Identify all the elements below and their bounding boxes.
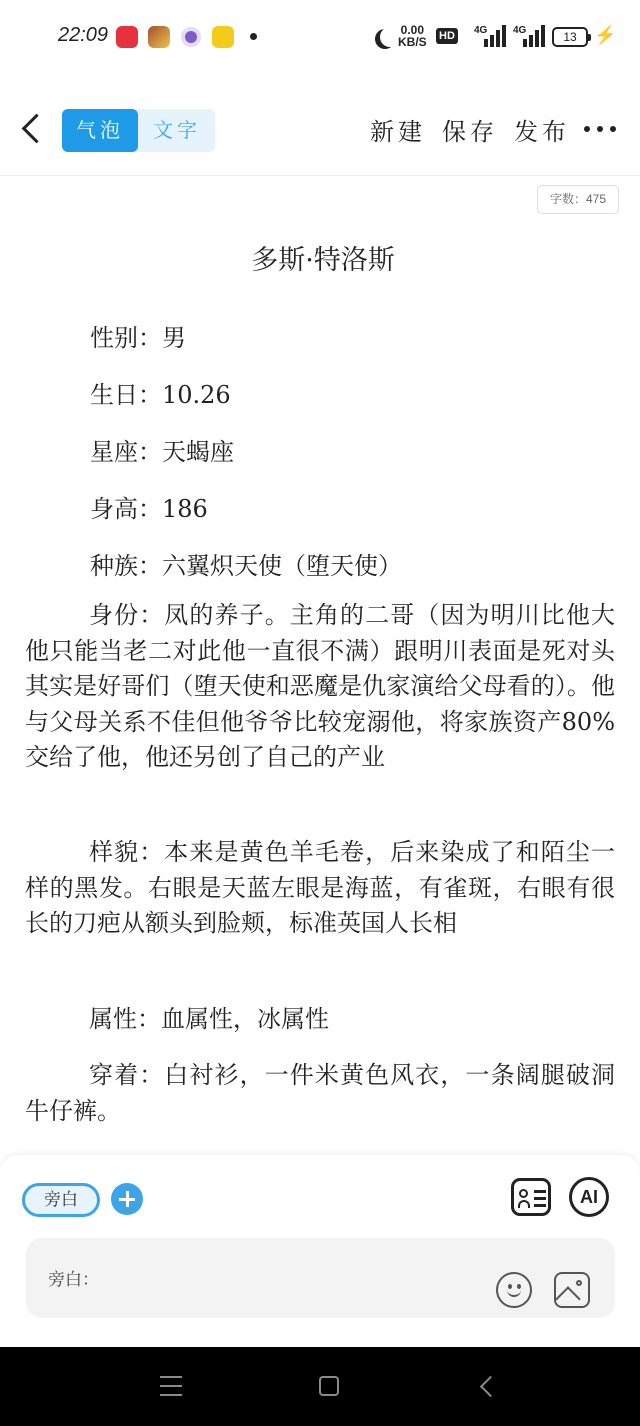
image-icon[interactable] [554, 1272, 590, 1308]
add-icon[interactable] [111, 1183, 143, 1215]
mode-switch [62, 109, 215, 152]
character-card-icon[interactable] [511, 1178, 551, 1216]
document-title[interactable]: 多斯·特洛斯 [251, 245, 395, 276]
signal-icon [513, 25, 543, 47]
ai-icon[interactable]: AI [569, 1177, 609, 1217]
more-icon[interactable] [584, 126, 616, 134]
paragraph-attributes[interactable]: 属性：血属性，冰属性 [89, 1005, 329, 1033]
do-not-disturb-icon [380, 27, 400, 47]
save-button[interactable]: 保存 [442, 118, 498, 146]
network-speed-value: 0.00 [400, 23, 425, 37]
signal-label: 4G [513, 25, 527, 36]
new-button[interactable]: 新建 [370, 118, 426, 146]
field-race[interactable]: 种族：六翼炽天使（堕天使） [90, 552, 402, 580]
emoji-icon[interactable] [496, 1272, 532, 1308]
field-height[interactable]: 身高：186 [90, 495, 208, 523]
field-gender[interactable]: 性别：男 [90, 324, 186, 352]
battery-icon: 13 [552, 27, 588, 47]
status-bar [0, 0, 640, 72]
input-role-label: 旁白： [48, 1270, 99, 1290]
tab-text[interactable]: 文字 [153, 118, 201, 142]
signal-icon [474, 25, 504, 47]
system-nav-bar [0, 1347, 640, 1426]
paragraph-clothing[interactable]: 穿着：白衬衫，一件米黄色风衣，一条阔腿破洞牛仔裤。 [25, 1061, 615, 1125]
status-time: 22:09 [58, 24, 109, 46]
word-count-badge: 字数：475 [537, 185, 619, 214]
tab-bubble[interactable]: 气泡 [62, 109, 138, 152]
game-app-icon [148, 26, 170, 48]
app-header [0, 96, 640, 176]
role-chip-narration[interactable]: 旁白 [22, 1183, 100, 1217]
network-speed [398, 24, 427, 48]
paragraph-appearance[interactable]: 样貌：本来是黄色羊毛卷，后来染成了和陌尘一样的黑发。右眼是天蓝左眼是海蓝，有雀斑，右眼有很长的刀疤从额头到脸颊，标准英国人长相 [25, 838, 615, 937]
notification-app-icon [212, 26, 234, 48]
network-speed-unit: KB/S [398, 35, 427, 49]
message-input[interactable] [26, 1238, 615, 1318]
notification-app-icon [181, 27, 201, 47]
notification-app-icon [116, 26, 138, 48]
hd-badge: HD [436, 28, 458, 44]
paragraph-identity[interactable]: 身份：凤的养子。主角的二哥（因为明川比他大他只能当老二对此他一直很不满）跟明川表面是死对头其实是好哥们（堕天使和恶魔是仇家演给父母看的）。他与父母关系不佳但他爷爷比较宠溺他，将家族资产80%交给了他，他还另创了自己的产业 [25, 601, 615, 771]
more-notifications-dot [250, 33, 257, 40]
field-birthday[interactable]: 生日：10.26 [90, 381, 231, 409]
field-zodiac[interactable]: 星座：天蝎座 [90, 438, 234, 466]
publish-button[interactable]: 发布 [514, 118, 570, 146]
charging-icon: ⚡ [594, 25, 617, 45]
nav-back-icon[interactable] [476, 1375, 498, 1397]
signal-label: 4G [474, 25, 488, 36]
back-icon[interactable] [18, 110, 48, 150]
home-icon[interactable] [319, 1376, 339, 1396]
menu-icon[interactable] [160, 1376, 182, 1396]
